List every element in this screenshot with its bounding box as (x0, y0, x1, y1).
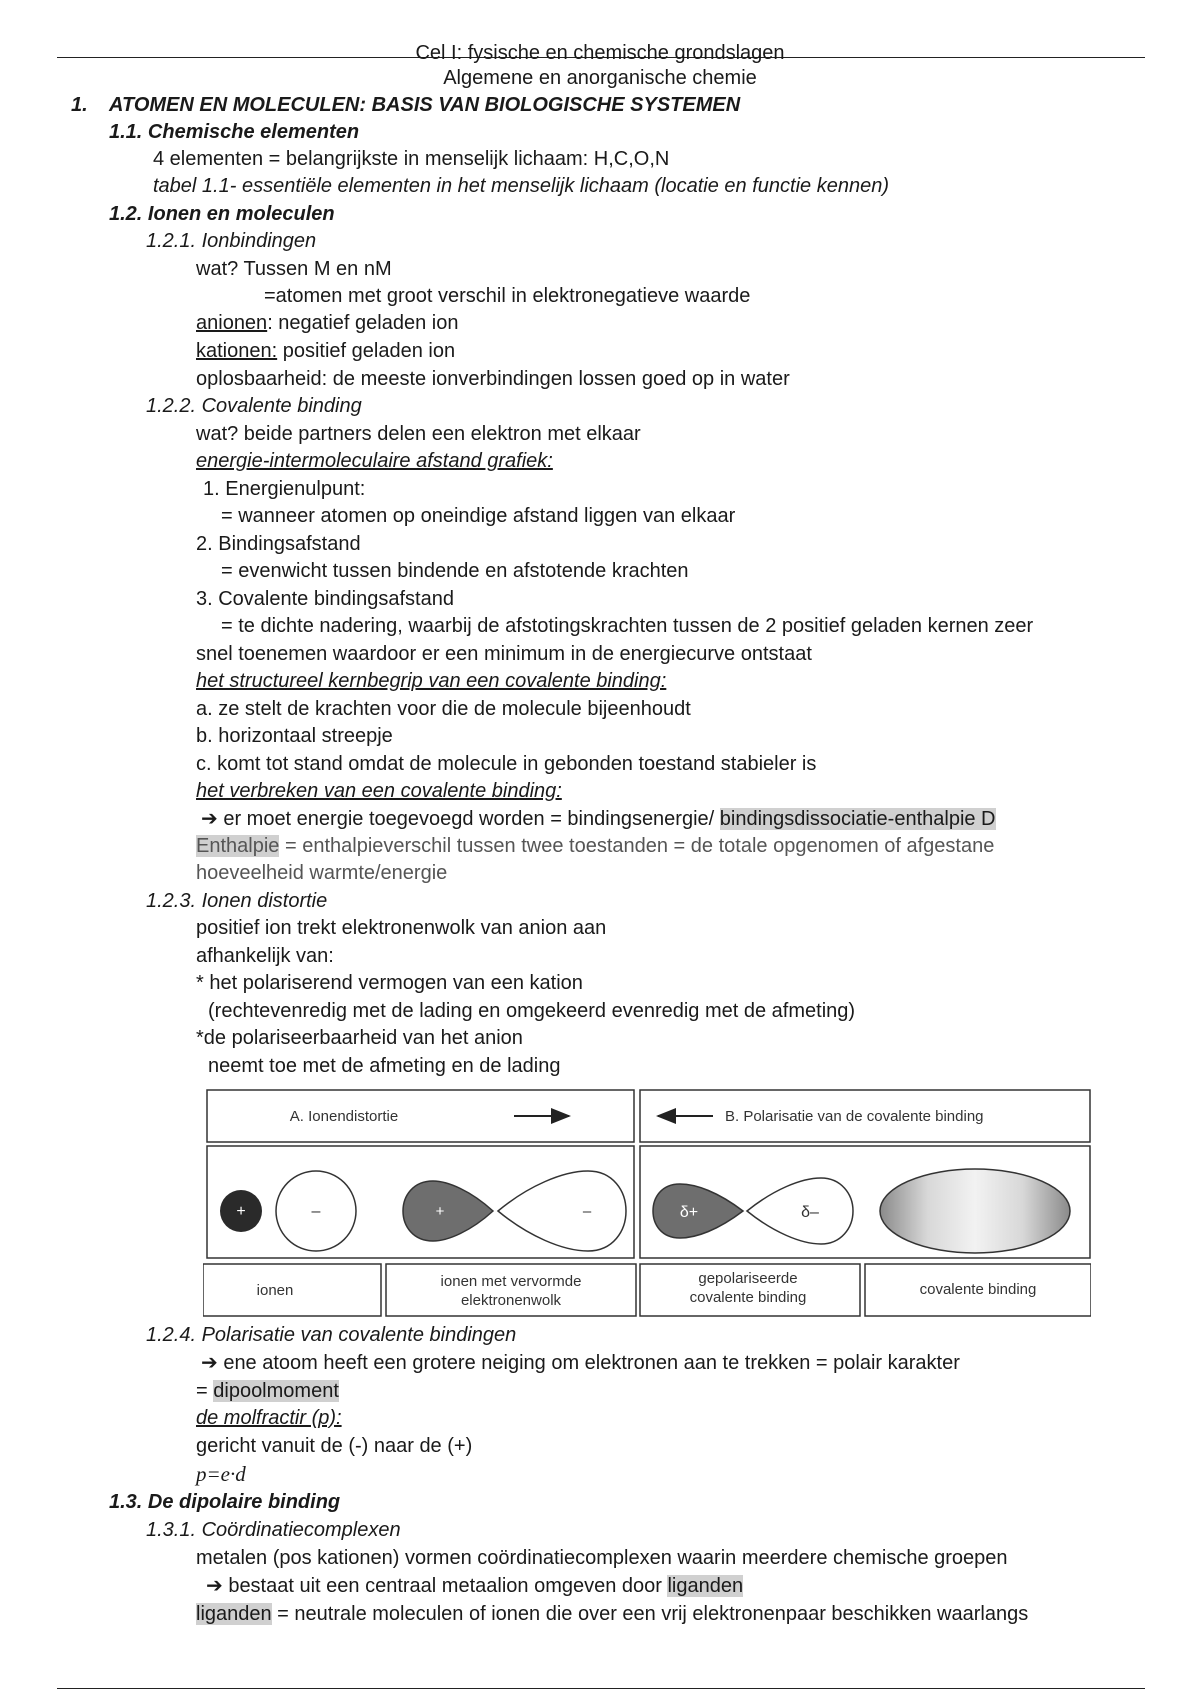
s11-line-2: tabel 1.1- essentiële elementen in het menselijk lichaam (locatie en functie kennen) (153, 175, 889, 197)
s123-line-3: * het polariserend vermogen van een kation (196, 972, 583, 994)
highlight-bindingsdissociatie: bindingsdissociatie-enthalpie D (719, 808, 996, 830)
header-course-title: Cel I: fysische en chemische grondslagen (415, 42, 785, 64)
section-1-2-heading: 1.2. Ionen en moleculen (109, 203, 335, 225)
s122-line-9: snel toenemen waardoor er een minimum in de energiecurve ontstaat (196, 643, 812, 665)
highlight-enthalpie: Enthalpie (196, 835, 280, 857)
caption-ionen-vervormd-2: elektronenwolk (460, 1292, 562, 1309)
s123-line-1: positief ion trekt elektronenwolk van anion aan (196, 917, 607, 939)
s131-line-2 (206, 1573, 743, 1599)
s122-line-13: c. komt tot stand omdat de molecule in gebonden toestand stabieler is (196, 753, 817, 775)
term-kationen: kationen: (196, 340, 278, 362)
subsection-1-2-1-heading: 1.2.1. Ionbindingen (146, 230, 317, 252)
s131-line-3 (196, 1601, 1028, 1627)
s123-line-6: neemt toe met de afmeting en de lading (208, 1055, 561, 1077)
s123-line-2: afhankelijk van: (196, 945, 334, 967)
s11-line-1: 4 elementen = belangrijkste in menselijk lichaam: H,C,O,N (153, 148, 670, 170)
s124-line-3: de molfractir (p): (196, 1407, 342, 1429)
s122-line-2: energie-intermoleculaire afstand grafiek: (196, 450, 553, 472)
subsection-1-2-4-heading: 1.2.4. Polarisatie van covalente bindingen (146, 1324, 517, 1346)
ion-distortion-figure (203, 1088, 1091, 1318)
s121-line-3-text: : negatief geladen ion (267, 312, 459, 334)
s122-line-1: wat? beide partners delen een elektron met elkaar (196, 423, 641, 445)
s131-line-1: metalen (pos kationen) vormen coördinatiecomplexen waarin meerdere chemische groepen (196, 1547, 1008, 1569)
figure-header-box-a (207, 1090, 634, 1142)
s121-line-3 (196, 310, 458, 336)
s122-line-17: hoeveelheid warmte/energie (196, 862, 448, 884)
s122-line-7: 3. Covalente bindingsafstand (196, 588, 454, 610)
highlight-dipoolmoment: dipoolmoment (213, 1380, 339, 1402)
distorted-anion-minus: – (582, 1203, 592, 1220)
s122-line-15 (201, 806, 996, 832)
chapter-title: ATOMEN EN MOLECULEN: BASIS VAN BIOLOGISCHE SYSTEMEN (109, 94, 741, 116)
figure-heading-b: B. Polarisatie van de covalente binding (725, 1108, 984, 1125)
s122-line-16 (196, 833, 994, 859)
delta-plus-label: δ+ (679, 1204, 699, 1221)
caption-covalente-binding: covalente binding (919, 1281, 1037, 1298)
s131-line-3-text: = neutrale moleculen of ionen die over een vrij elektronenpaar beschikken waarlangs (271, 1603, 1029, 1625)
distorted-cation-plus: + (435, 1203, 445, 1220)
header-subtitle: Algemene en anorganische chemie (443, 67, 757, 89)
s122-line-8: = te dichte nadering, waarbij de afstotingskrachten tussen de 2 positief geladen kernen zeer (221, 615, 1034, 637)
anion-minus-sign: – (311, 1203, 321, 1220)
caption-ionen-vervormd-1: ionen met vervormde (440, 1273, 582, 1290)
delta-minus-label: δ– (801, 1204, 819, 1221)
s122-line-3: 1. Energienulpunt: (203, 478, 366, 500)
chapter-number: 1. (71, 94, 88, 116)
subsection-1-2-3-heading: 1.2.3. Ionen distortie (146, 890, 328, 912)
s124-line-2-text: = (196, 1380, 214, 1402)
s121-line-5: oplosbaarheid: de meeste ionverbindingen lossen goed op in water (196, 368, 790, 390)
chapter-heading (71, 92, 740, 118)
s124-line-2 (196, 1378, 339, 1404)
s121-line-4 (196, 338, 455, 364)
covalent-bond-ellipse-icon (880, 1169, 1070, 1253)
s121-line-1: wat? Tussen M en nM (196, 258, 392, 280)
section-1-3-heading: 1.3. De dipolaire binding (109, 1491, 341, 1513)
s122-line-14: het verbreken van een covalente binding: (196, 780, 562, 802)
s122-line-5: 2. Bindingsafstand (196, 533, 361, 555)
footer-rule (57, 1688, 1145, 1689)
s122-line-15-text: ➔ er moet energie toegevoegd worden = bindingsenergie/ (201, 808, 720, 830)
s122-line-10: het structureel kernbegrip van een covalente binding: (196, 670, 667, 692)
s121-line-2: =atomen met groot verschil in elektronegatieve waarde (264, 285, 751, 307)
term-anionen: anionen (196, 312, 268, 334)
s122-line-6: = evenwicht tussen bindende en afstotende krachten (221, 560, 689, 582)
highlight-liganden-2: liganden (196, 1603, 272, 1625)
dipole-formula: p=e·d (196, 1462, 246, 1486)
s121-line-4-text: positief geladen ion (277, 340, 456, 362)
s131-line-2-text: ➔ bestaat uit een centraal metaalion omgeven door (206, 1575, 668, 1597)
s124-line-1: ➔ ene atoom heeft een grotere neiging om elektronen aan te trekken = polair karakter (201, 1352, 960, 1374)
caption-gepolariseerd-1: gepolariseerde (698, 1270, 798, 1287)
section-1-1-heading: 1.1. Chemische elementen (109, 121, 360, 143)
caption-ionen: ionen (256, 1282, 294, 1299)
caption-gepolariseerd-2: covalente binding (689, 1289, 807, 1306)
s122-line-4: = wanneer atomen op oneindige afstand liggen van elkaar (221, 505, 736, 527)
highlight-liganden-1: liganden (667, 1575, 744, 1597)
figure-heading-a: A. Ionendistortie (289, 1108, 399, 1125)
subsection-1-3-1-heading: 1.3.1. Coördinatiecomplexen (146, 1519, 401, 1541)
s122-line-11: a. ze stelt de krachten voor die de molecule bijeenhoudt (196, 698, 691, 720)
s123-line-4: (rechtevenredig met de lading en omgekeerd evenredig met de afmeting) (208, 1000, 856, 1022)
subsection-1-2-2-heading: 1.2.2. Covalente binding (146, 395, 362, 417)
s122-line-16-text: = enthalpieverschil tussen twee toestanden = de totale opgenomen of afgestane (279, 835, 995, 857)
s124-line-4: gericht vanuit de (-) naar de (+) (196, 1435, 473, 1457)
cation-plus-sign: + (236, 1203, 246, 1220)
s122-line-12: b. horizontaal streepje (196, 725, 393, 747)
s123-line-5: *de polariseerbaarheid van het anion (196, 1027, 523, 1049)
